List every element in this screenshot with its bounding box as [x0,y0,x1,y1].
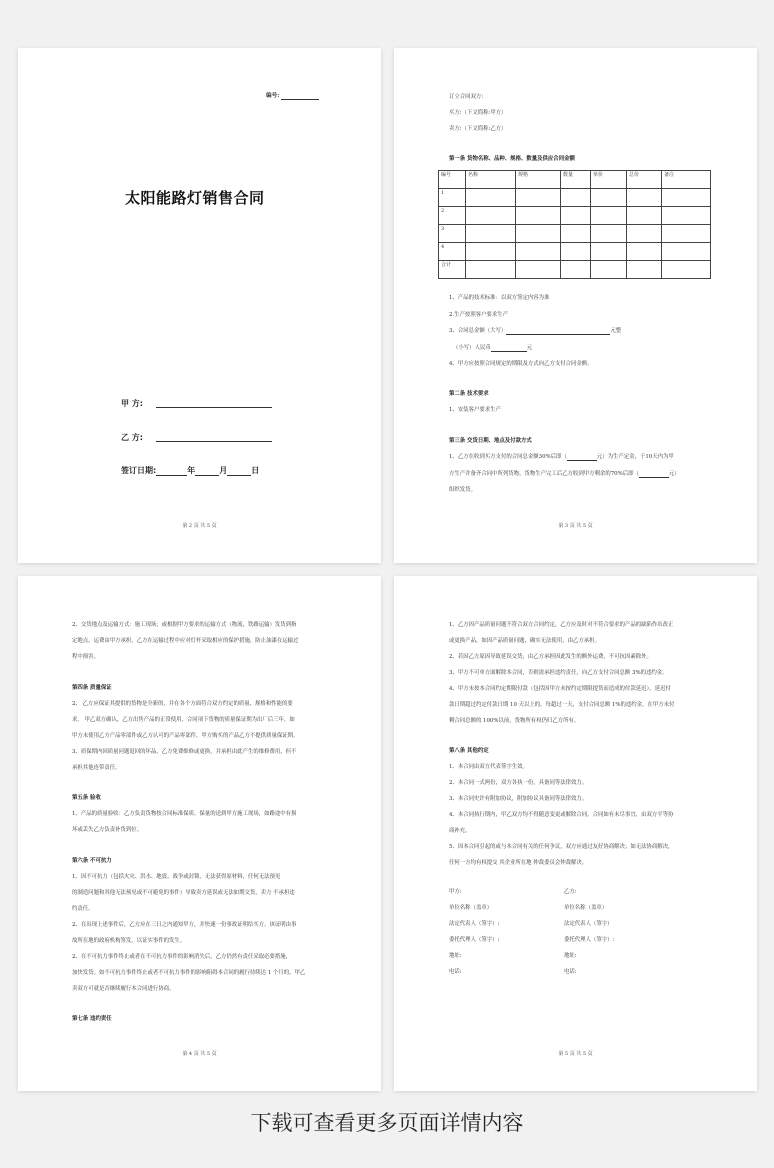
intro-line: 买方:（下文简称:甲方） [449,110,507,116]
article-5-title: 第五条 验收 [72,795,101,801]
body-line: 3、本合同史许有附加协议，附加协议具备同等法律效力。 [449,796,588,802]
body-line: 或更换产品，如因产品质量问题，确实无法使用，由乙方承担。 [449,638,600,644]
body-line: 甲方未使用乙方产品零部件或乙方认可的产品零部件，甲方购买的产品乙方不提供质量保证期。 [72,733,299,739]
page-footer: 第 2 页 共 5 页 [182,523,217,529]
sign-right-line: 单位名称（盖章） [564,905,608,911]
intro-line: 订立合同双方: [449,94,484,100]
year-blank [156,467,187,476]
sign-left-line: 法定代表人（签字）: [449,921,500,927]
deposit-text: 1、乙方在收到买方支付的合同总金额30%后即（ [449,454,567,460]
table-cell: 2 [439,207,466,225]
table-cell: 4 [439,243,466,261]
body-line: 承担其他连带责任。 [72,765,121,771]
page-5 [394,576,757,1091]
body-line: 任何一方均有权提交 其企业所在地 仲裁委员会仲裁解决。 [449,860,588,866]
body-line: 的制造问题和其他无法预见或不可避免的事件）导致卖方延误或无法如期交货，卖方 不承担违 [72,890,295,896]
sign-date-field [121,465,259,476]
body-line: 定地点，运费由甲方承担，乙方在运输过程中应对灯杆采取相应的保护措施，防止油漆在运输过 [72,638,299,644]
table-header-cell: 备注 [662,171,711,189]
table-cell: 3 [439,225,466,243]
amount-lowercase-unit: 元 [526,345,533,351]
body-line: 故所在地的政府机构签发，以证实事件的发生。 [72,938,186,944]
page-3 [394,48,757,563]
page-4 [18,576,381,1091]
article-3-line: 组织发货。 [449,487,476,493]
article-3-title: 第三条 交货日期、地点及付款方式 [449,438,532,444]
body-line: 剩合同总额的 100%以前，货物所有权仍归乙方所有。 [449,718,580,724]
table-header-cell: 总价 [627,171,662,189]
contract-title: 太阳能路灯销售合同 [125,189,265,207]
article-1-title: 第一条 货物名称、品种、规格、数量及供应合同金额 [449,156,575,162]
table-cell: 1 [439,189,466,207]
body-line: 2、在出现上述事件后，乙方应在三日之内通知甲方，并快速一份事故证明给买方。该证明由事 [72,922,297,928]
article-1-item [449,328,621,335]
body-line: 1、产品的质量验收：乙方负责货物按合同标准保质、保量的送到甲方施工现场，如路途中有损 [72,811,297,817]
body-line: 3、质保期内因质量问题退回的坏品，乙方免费维修或更换，并承担由此产生的维修费用，但不 [72,749,297,755]
month-label: 月 [219,466,228,475]
balance-blank [639,471,669,478]
deposit-blank [567,454,597,461]
table-row [439,261,711,279]
day-label: 日 [251,466,260,475]
download-banner[interactable]: 下载可查看更多页面详情内容 [250,1111,524,1135]
sign-right-line: 电话: [564,969,577,975]
body-line: 2、在不可抗力事件终止或者在不可抗力事件的影响消失后，乙方仍然有责任采取必要措施， [72,954,292,960]
page-footer: 第 4 页 共 5 页 [182,1051,217,1057]
total-amount-label: 3、合同总金额（大写） [449,328,507,334]
page-footer: 第 5 页 共 5 页 [558,1051,593,1057]
deposit-text-end: 元）为生产定金，于10天内为甲 [596,454,674,460]
contract-number-field [266,93,319,100]
total-amount-blank [506,328,610,335]
body-line: 求。 甲乙双方确认，乙方出售产品的正常使用，合同项下货物的质量保证期为出厂后三年，如 [72,717,295,723]
balance-text-end: 元） [668,471,680,477]
party-b-line [156,441,272,442]
body-line: 约责任。 [72,906,94,912]
party-a-line [156,407,272,408]
body-line: 加快发货。如不可抗力事件终止或者不可抗力事件的影响阻碍本合同的履行持续达 1 个月的，甲乙 [72,970,306,976]
article-2-title: 第二条 技术要求 [449,391,489,397]
body-line: 3、甲方不可单方面解除本合同，否则需承担违约责任，向乙方支付合同总额 3%的违约金。 [449,670,668,676]
article-1-item: 4、甲方应按照合同规定的期限及方式向乙方支付合同金额。 [449,361,593,367]
amount-lowercase-label: （小写）人民币 [453,345,491,351]
sign-right-line: 委托代理人（签字）: [564,937,615,943]
body-line: 2、若因乙方原因导致延误交货，由乙方承担因此发生的额外运费，不可抗因素除外。 [449,654,652,660]
sign-right-line: 法定代表人（签字） [564,921,613,927]
sign-left-line: 地址: [449,953,462,959]
article-3-line [449,454,674,461]
body-line: 1、因不可抗力（包括火灾、洪水、地震、战争或封锁，无法获得原材料，任何无法预见 [72,874,281,880]
body-line: 程中损害。 [72,654,99,660]
body-line: 4、甲方未按本合同约定期限付款（包括因甲方未按约定期限提货而造成的付款延迟），延迟付 [449,686,671,692]
body-line: 2、 乙方应保证其提供的货物是全新的，并在各个方面符合双方约定的质量、规格和性能的要 [72,701,293,707]
body-line: 商补充。 [449,828,471,834]
table-row [439,207,711,225]
body-line: 1、乙方因产品质量问题不符合双方合同约定，乙方应及时对不符合要求的产品的缺陷作出改正 [449,622,674,628]
body-line: 2、本合同一式两份，双方各执一份，具备同等法律效力。 [449,780,588,786]
party-b-label: 乙 方: [121,433,143,442]
table-header-cell: 编号 [439,171,466,189]
article-1-item: 1、产品的技术标准：以双方签定内容为准 [449,295,550,301]
contract-number-label: 编号: [266,93,280,99]
sign-left-line: 电话: [449,969,462,975]
day-blank [227,467,251,476]
body-line: 5、因本合同引起的或与本合同有关的任何争议，双方应通过友好协商解决；如无法协商解决， [449,844,674,850]
amount-lowercase-blank [491,345,527,352]
body-line: 2、交货地点及运输方式：施工现场；或根据甲方要求的运输方式（物流，铁路运输）发货到指 [72,622,297,628]
contract-number-blank [281,93,319,100]
table-row [439,189,711,207]
table-header-cell: 规格 [516,171,561,189]
body-line: 坏或丢失乙方负责补货到位。 [72,827,143,833]
article-1-item [453,345,532,352]
body-line: 款日期超过约定付款日期 10 天以上的，每超过一天，支付合同总额 1%的违约金，在甲方未付 [449,702,675,708]
year-label: 年 [187,466,196,475]
sign-right-line: 地址: [564,953,577,959]
page-footer: 第 3 页 共 5 页 [558,523,593,529]
article-7-title: 第七条 违约责任 [72,1016,112,1022]
article-8-title: 第八条 其他约定 [449,748,489,754]
sign-date-label: 签订日期: [121,466,157,475]
body-line: 卖双方可就是否继续履行本合同进行协商。 [72,986,175,992]
table-header-cell: 数量 [561,171,591,189]
table-header-cell: 单价 [591,171,627,189]
intro-line: 卖方:（下文简称:乙方） [449,126,507,132]
sign-left-line: 委托代理人（签字）: [449,937,500,943]
table-header-row [439,171,711,189]
body-line: 4、本合同执行期内，甲乙双方均不得随意变更或解除合同。合同如有未尽事宜，由双方平等协 [449,812,674,818]
month-blank [195,467,219,476]
page-2 [18,48,381,563]
table-header-cell: 名称 [466,171,516,189]
article-6-title: 第六条 不可抗力 [72,858,112,864]
table-row [439,225,711,243]
body-line: 1、本合同由双方代表签字生效。 [449,764,528,770]
article-2-item: 1、安装客户要求生产 [449,407,501,413]
table-row [439,243,711,261]
table-cell: 合计 [439,261,466,279]
article-4-title: 第四条 质量保证 [72,685,112,691]
article-1-item: 2.生产按照客户要求生产 [449,312,509,318]
party-a-label: 甲 方: [121,399,143,408]
sign-right-line: 乙方: [564,889,577,895]
goods-table [438,170,711,279]
sign-left-line: 甲方: [449,889,462,895]
article-3-line [449,471,680,478]
sign-left-line: 单位名称（盖章） [449,905,493,911]
total-amount-unit: 元整 [610,328,622,334]
balance-text: 方生产并备齐合同中所列货物，货物生产完工后乙方收到甲方剩余的70%后即（ [449,471,639,477]
